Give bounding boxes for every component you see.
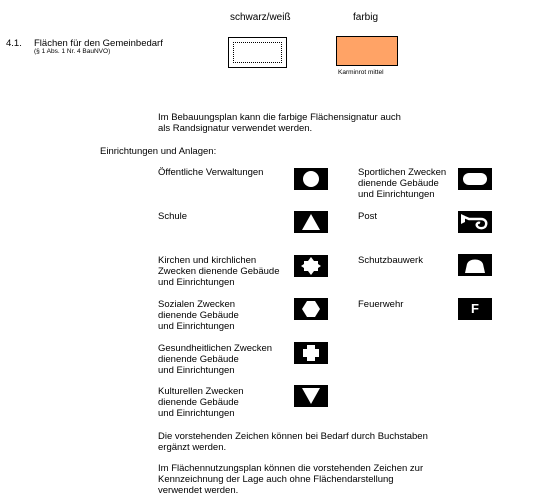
label-church: Kirchen und kirchlichen Zwecken dienende Gebäude und Einrichtungen	[158, 255, 280, 288]
label-sports: Sportlichen Zwecken dienende Gebäude und Einrichtungen	[358, 167, 447, 200]
label-school: Schule	[158, 211, 188, 222]
triangle-up-icon	[294, 211, 328, 233]
fire-station-letter: F	[471, 301, 479, 316]
label-post: Post	[358, 211, 378, 222]
section-number: 4.1.	[6, 38, 22, 49]
section-reference: (§ 1 Abs. 1 Nr. 4 BauNVO)	[34, 48, 111, 55]
color-swatch	[336, 36, 398, 66]
note-boundary-signature: Im Bebauungsplan kann die farbige Flächensignatur auch als Randsignatur verwendet werden.	[158, 112, 401, 134]
triangle-down-icon	[294, 385, 328, 407]
note-fnp: Im Flächennutzungsplan können die vorstehenden Zeichen zur Kennzeichnung der Lage auch ohne Flächendarstellung verwendet werden.	[158, 463, 424, 496]
label-public-administration: Öffentliche Verwaltungen	[158, 167, 264, 178]
church-icon	[294, 255, 328, 277]
label-social: Sozialen Zwecken dienende Gebäude und Einrichtungen	[158, 299, 239, 332]
column-header-bw: schwarz/weiß	[230, 12, 291, 23]
fire-station-icon	[458, 298, 492, 320]
shelter-icon	[458, 254, 492, 276]
facilities-heading: Einrichtungen und Anlagen:	[100, 146, 217, 157]
label-shelter: Schutzbauwerk	[358, 255, 423, 266]
label-health: Gesundheitlichen Zwecken dienende Gebäude und Einrichtungen	[158, 343, 273, 376]
note-letters: Die vorstehenden Zeichen können bei Bedarf durch Buchstaben ergänzt werden.	[158, 431, 428, 453]
hexagon-icon	[294, 298, 328, 320]
cross-icon	[294, 342, 328, 364]
column-header-color: farbig	[353, 12, 379, 23]
section-title: Flächen für den Gemeinbedarf	[34, 38, 163, 49]
label-fire-station: Feuerwehr	[358, 299, 404, 310]
color-swatch-caption: Karminrot mittel	[338, 69, 384, 76]
bw-swatch	[228, 37, 287, 68]
stadium-icon	[458, 168, 492, 190]
circle-icon	[294, 168, 328, 190]
label-cultural: Kulturellen Zwecken dienende Gebäude und Einrichtungen	[158, 386, 244, 419]
bw-swatch-dotted-border	[233, 42, 282, 63]
post-horn-icon	[458, 211, 492, 233]
